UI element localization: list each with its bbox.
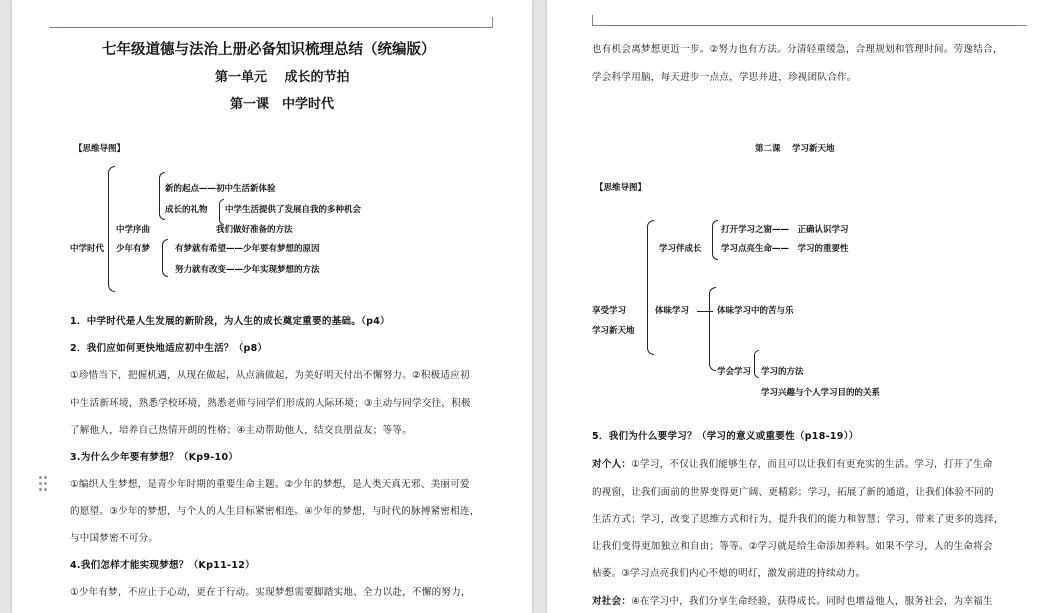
- answer-line: 中生活新环境，熟悉学校环境，熟悉老师与同学们形成的人际环境；③主动与同学交往，积极: [70, 398, 471, 409]
- margin-mark: [1017, 25, 1027, 36]
- mindmap-branch: 中学序曲: [116, 225, 151, 235]
- answer-line: [592, 597, 993, 607]
- question-2: 2．我们应如何更快地适应初中生活？（p8）: [70, 343, 268, 354]
- mindmap-leaf: 体味学习中的苦与乐: [717, 306, 794, 316]
- question-4: 4.我们怎样才能实现梦想？（Kp11-12）: [70, 560, 255, 571]
- answer-line: 生活方式；学习，改变了思维方式和行为，提升我们的能力和智慧；学习，带来了更多的选择，: [592, 514, 1004, 525]
- answer-text: ①学习，不仅让我们能够生存，而且可以让我们有更充实的生活。学习，打开了生命: [631, 459, 993, 470]
- answer-label: 对社会：: [592, 596, 632, 607]
- mindmap-root: 学习新天地: [592, 326, 635, 336]
- mindmap-brace: [712, 220, 718, 260]
- mindmap-leaf: 打开学习之窗—— 正确认识学习: [721, 225, 849, 235]
- answer-line: 的愿望。③少年的梦想，与个人的人生目标紧密相连。④少年的梦想，与时代的脉搏紧密相连，: [70, 506, 480, 517]
- answer-text: ④在学习中，我们分享生命经验，获得成长。同时也增益他人，服务社会，为幸福生: [631, 596, 993, 607]
- mindmap-leaf: 我们做好准备的方法: [216, 225, 293, 235]
- answer-line: [592, 460, 993, 470]
- question-1: 1．中学时代是人生发展的新阶段，为人生的成长奠定重要的基础。（p4）: [70, 316, 390, 327]
- margin-mark: [592, 15, 603, 26]
- mindmap-leaf: 努力就有改变——少年实现梦想的方法: [175, 265, 320, 275]
- answer-label: 对个人：: [592, 459, 632, 470]
- mindmap-leaf: 有梦就有希望——少年要有梦想的原因: [175, 244, 320, 254]
- mindmap-root: 享受学习: [592, 306, 627, 316]
- mindmap-brace: [108, 166, 115, 292]
- answer-line: ①少年有梦，不应止于心动，更在于行动。实现梦想需要脚踏实地、全力以赴，不懈的努力，: [70, 587, 471, 598]
- mindmap-branch: 学习伴成长: [659, 244, 702, 254]
- mindmap-brace: [647, 220, 654, 355]
- answer-line: ①编织人生梦想，是青少年时期的重要生命主题。②少年的梦想，是人类天真无邪、美丽可爱: [70, 479, 470, 490]
- mindmap-leaf: 学习的方法: [761, 367, 804, 377]
- mindmap-leaf: 学习兴趣与个人学习目的的关系: [761, 388, 881, 398]
- unit-heading: 第一单元 成长的节拍: [215, 70, 350, 85]
- header-line: [592, 25, 1017, 26]
- answer-line: 的视窗，让我们面前的世界变得更广阔、更精彩；学习，拓展了新的通道，让我们体验不同的: [592, 487, 994, 498]
- mindmap-brace: [754, 350, 759, 378]
- answer-line: 了解他人，培养自己热情开朗的性格；④主动帮助他人，结交良朋益友；等等。: [70, 425, 413, 436]
- document-title: 七年级道德与法治上册必备知识梳理总结（统编版）: [102, 42, 436, 58]
- mindmap-leaf: 中学生活提供了发展自我的多种机会: [225, 205, 362, 215]
- mindmap-leaf: 学会学习: [717, 367, 752, 377]
- header-line: [59, 27, 484, 28]
- mindmap-brace: [709, 287, 716, 371]
- mindmap-leaf: 学习点亮生命—— 学习的重要性: [721, 244, 849, 254]
- document-page-1: [12, 0, 532, 613]
- mindmap-branch: 少年有梦: [116, 244, 151, 254]
- margin-mark: [482, 17, 493, 28]
- text-line: 学会科学用脑，每天进步一点点，学思并进，珍视团队合作。: [592, 72, 857, 83]
- mindmap-label: 【思维导图】: [595, 183, 647, 193]
- mindmap-label: 【思维导图】: [74, 144, 126, 154]
- lesson-heading: 第二课 学习新天地: [755, 144, 835, 154]
- answer-line: 与中国梦密不可分。: [70, 533, 159, 544]
- drag-handle-icon[interactable]: [39, 476, 49, 492]
- mindmap-branch: 体味学习: [655, 306, 690, 316]
- mindmap-leaf: 新的起点——初中生活新体验: [165, 184, 276, 194]
- document-page-2: [547, 0, 1058, 613]
- question-3: 3.为什么少年要有梦想？（Kp9-10）: [70, 452, 239, 463]
- mindmap-root: 中学时代: [70, 244, 105, 254]
- answer-line: 让我们变得更加独立和自由；等等。②学习就是给生命添加养料。如果不学习，人的生命将会: [592, 541, 993, 552]
- text-line: 也有机会离梦想更近一步。②努力也有方法。分清轻重缓急，合理规划和管理时间。劳逸结合，: [592, 44, 1003, 55]
- mindmap-leaf: 成长的礼物: [165, 205, 208, 215]
- margin-mark: [49, 27, 59, 38]
- question-5: 5．我们为什么要学习？（学习的意义或重要性（p18-19））: [592, 431, 859, 442]
- answer-line: ①珍惜当下，把握机遇，从现在做起，从点滴做起，为美好明天付出不懈努力。②积极适应初: [70, 370, 470, 381]
- answer-line: 枯萎。③学习点亮我们内心不熄的明灯，激发前进的持续动力。: [592, 568, 866, 579]
- mindmap-brace: [219, 199, 224, 225]
- mindmap-brace: [162, 239, 168, 277]
- lesson-heading: 第一课 中学时代: [230, 97, 335, 112]
